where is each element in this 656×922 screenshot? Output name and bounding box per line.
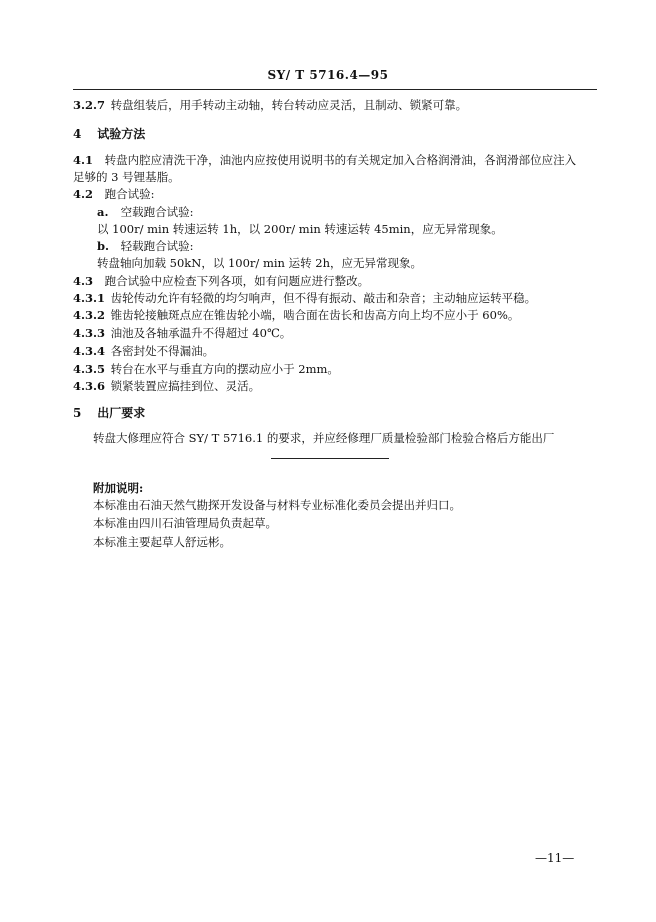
clause-4-1-continued: 足够的 3 号锂基脂。 <box>73 170 180 184</box>
clause-number: 4.2 <box>73 187 94 201</box>
item-a-body: 以 100r/ min 转速运转 1h，以 200r/ min 转速运转 45min，应无异常现象。 <box>97 222 503 236</box>
item-text: 空载跑合试验: <box>120 205 194 219</box>
clause-text: 跑合试验: <box>104 187 155 201</box>
appendix-line-2: 本标准由四川石油管理局负责起草。 <box>93 516 277 530</box>
clause-4-3-2 <box>73 307 519 323</box>
page-header: SY/ T 5716.4—95 <box>267 68 389 82</box>
clause-number: 4.1 <box>73 153 94 167</box>
item-label: a. <box>97 205 109 219</box>
header-rule <box>73 89 597 90</box>
page-number: —11— <box>535 851 575 865</box>
clause-number: 4.3.6 <box>73 379 106 393</box>
clause-text: 转盘内腔应清洗干净，油池内应按使用说明书的有关规定加入合格润滑油，各润滑部位应注入 <box>104 153 577 167</box>
item-b <box>97 238 194 254</box>
clause-number: 4.3 <box>73 274 94 288</box>
appendix-line-1: 本标准由石油天然气勘探开发设备与材料专业标准化委员会提出并归口。 <box>93 498 461 512</box>
clause-number: 4.3.4 <box>73 344 106 358</box>
clause-4-1 <box>73 152 576 168</box>
clause-3-2-7 <box>73 97 467 113</box>
clause-4-3-5 <box>73 361 339 377</box>
clause-5-body: 转盘大修理应符合 SY/ T 5716.1 的要求，并应经修理厂质量检验部门检验合格后方能出厂 <box>93 431 555 445</box>
clause-number: 3.2.7 <box>73 98 106 112</box>
clause-4-3-3 <box>73 325 291 341</box>
clause-text: 跑合试验中应检查下列各项，如有问题应进行整改。 <box>104 274 370 288</box>
item-label: b. <box>97 239 110 253</box>
clause-4-3-1 <box>73 290 536 306</box>
section-number: 4 <box>73 127 82 141</box>
separator-rule <box>271 458 389 459</box>
section-number: 5 <box>73 406 82 420</box>
clause-number: 4.3.5 <box>73 362 106 376</box>
item-b-body: 转盘轴向加载 50kN，以 100r/ min 运转 2h，应无异常现象。 <box>97 256 422 270</box>
section-title: 试验方法 <box>97 127 146 141</box>
section-title: 出厂要求 <box>97 406 146 420</box>
clause-4-2 <box>73 186 155 202</box>
clause-number: 4.3.3 <box>73 326 106 340</box>
appendix-title: 附加说明: <box>93 481 144 495</box>
section-heading-5 <box>73 405 145 421</box>
section-heading-4 <box>73 126 145 142</box>
clause-number: 4.3.2 <box>73 308 106 322</box>
appendix-line-3: 本标准主要起草人舒远彬。 <box>93 535 231 549</box>
clause-4-3-4 <box>73 343 214 359</box>
clause-text: 各密封处不得漏油。 <box>110 344 215 358</box>
item-text: 轻载跑合试验: <box>120 239 194 253</box>
item-a <box>97 204 194 220</box>
clause-text: 齿轮传动允许有轻微的均匀响声，但不得有振动、敲击和杂音；主动轴应运转平稳。 <box>110 291 537 305</box>
clause-number: 4.3.1 <box>73 291 106 305</box>
clause-4-3 <box>73 273 369 289</box>
clause-text: 转盘组装后，用手转动主动轴，转台转动应灵活，且制动、锁紧可靠。 <box>110 98 468 112</box>
clause-text: 转台在水平与垂直方向的摆动应小于 2mm。 <box>110 362 339 376</box>
clause-text: 锁紧装置应搞挂到位、灵活。 <box>110 379 261 393</box>
clause-text: 油池及各轴承温升不得超过 40℃。 <box>110 326 292 340</box>
clause-4-3-6 <box>73 378 260 394</box>
clause-text: 锥齿轮接触斑点应在锥齿轮小端，啮合面在齿长和齿高方向上均不应小于 60%。 <box>110 308 520 322</box>
